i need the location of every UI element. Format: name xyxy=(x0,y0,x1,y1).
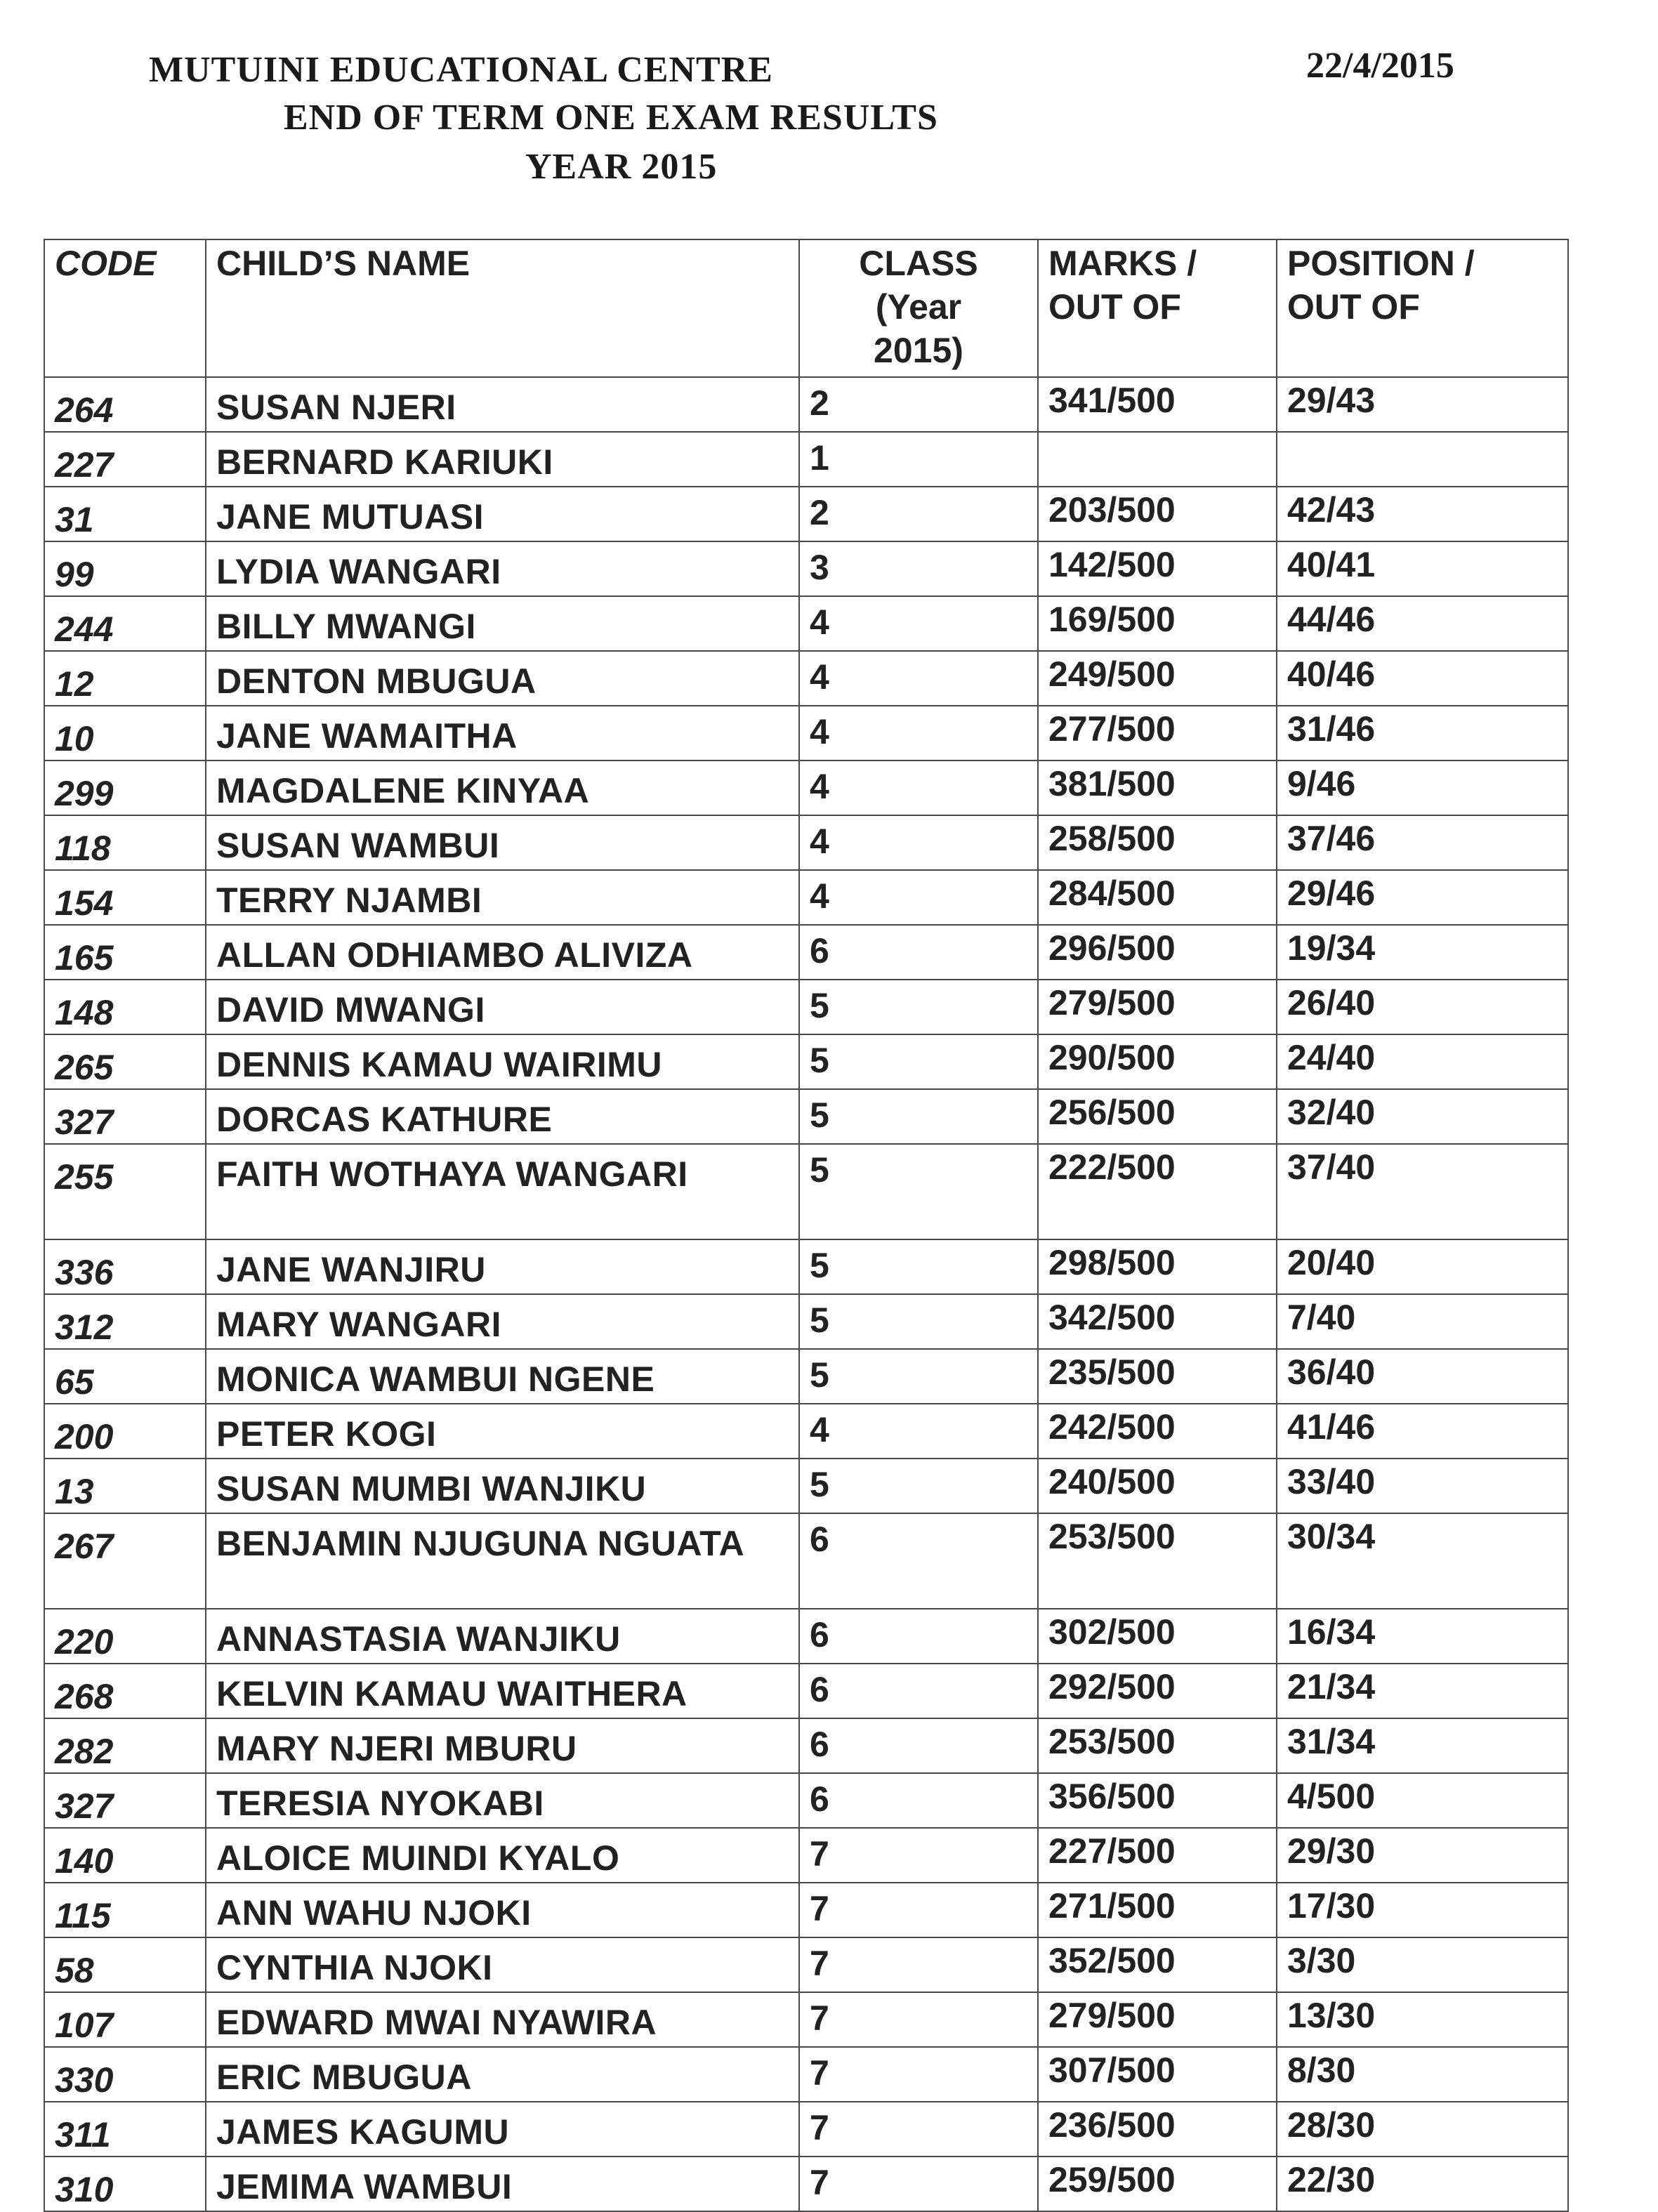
cell-code: 327 xyxy=(44,1773,206,1828)
exam-year: YEAR 2015 xyxy=(525,147,718,187)
cell-position: 19/34 xyxy=(1277,925,1568,980)
cell-position: 31/34 xyxy=(1277,1718,1568,1773)
cell-child-name: BERNARD KARIUKI xyxy=(206,432,799,487)
table-row xyxy=(44,432,1568,487)
cell-child-name: DAVID MWANGI xyxy=(206,980,799,1034)
cell-position: 29/43 xyxy=(1277,377,1568,432)
cell-class: 6 xyxy=(799,1773,1038,1828)
cell-code: 267 xyxy=(44,1513,206,1609)
cell-code: 244 xyxy=(44,596,206,651)
table-row xyxy=(44,1294,1568,1349)
cell-marks: 381/500 xyxy=(1038,761,1277,815)
cell-child-name: ERIC MBUGUA xyxy=(206,2047,799,2102)
cell-marks: 253/500 xyxy=(1038,1718,1277,1773)
cell-marks: 290/500 xyxy=(1038,1034,1277,1089)
table-row xyxy=(44,1773,1568,1828)
cell-marks: 240/500 xyxy=(1038,1459,1277,1513)
column-header-class-line: CLASS xyxy=(859,244,978,283)
cell-marks: 296/500 xyxy=(1038,925,1277,980)
table-row xyxy=(44,1404,1568,1459)
cell-class: 5 xyxy=(799,1144,1038,1239)
cell-child-name: ANNASTASIA WANJIKU xyxy=(206,1609,799,1664)
cell-marks: 341/500 xyxy=(1038,377,1277,432)
cell-position: 37/40 xyxy=(1277,1144,1568,1239)
table-row xyxy=(44,1828,1568,1883)
table-row xyxy=(44,377,1568,432)
cell-code: 227 xyxy=(44,432,206,487)
cell-marks: 253/500 xyxy=(1038,1513,1277,1609)
table-row xyxy=(44,1459,1568,1513)
cell-position: 41/46 xyxy=(1277,1404,1568,1459)
cell-marks: 342/500 xyxy=(1038,1294,1277,1349)
cell-child-name: CYNTHIA NJOKI xyxy=(206,1937,799,1992)
table-row xyxy=(44,596,1568,651)
cell-child-name: DENNIS KAMAU WAIRIMU xyxy=(206,1034,799,1089)
cell-marks: 284/500 xyxy=(1038,870,1277,925)
table-row xyxy=(44,1349,1568,1404)
cell-code: 13 xyxy=(44,1459,206,1513)
cell-class: 4 xyxy=(799,651,1038,706)
cell-code: 200 xyxy=(44,1404,206,1459)
cell-child-name: MAGDALENE KINYAA xyxy=(206,761,799,815)
cell-class: 5 xyxy=(799,1459,1038,1513)
table-row xyxy=(44,2047,1568,2102)
cell-marks: 279/500 xyxy=(1038,1992,1277,2047)
header-row xyxy=(44,239,1568,377)
table-row xyxy=(44,1144,1568,1239)
column-header-class-line: 2015) xyxy=(874,331,963,370)
document-date: 22/4/2015 xyxy=(1306,46,1454,86)
cell-position: 36/40 xyxy=(1277,1349,1568,1404)
table-row xyxy=(44,1937,1568,1992)
cell-child-name: MARY WANGARI xyxy=(206,1294,799,1349)
cell-child-name: FAITH WOTHAYA WANGARI xyxy=(206,1144,799,1239)
cell-marks: 249/500 xyxy=(1038,651,1277,706)
cell-code: 140 xyxy=(44,1828,206,1883)
cell-code: 10 xyxy=(44,706,206,761)
cell-class: 5 xyxy=(799,1349,1038,1404)
cell-position: 7/40 xyxy=(1277,1294,1568,1349)
cell-marks: 356/500 xyxy=(1038,1773,1277,1828)
cell-code: 107 xyxy=(44,1992,206,2047)
cell-class: 2 xyxy=(799,377,1038,432)
cell-class: 5 xyxy=(799,1089,1038,1144)
cell-marks: 352/500 xyxy=(1038,1937,1277,1992)
cell-child-name: ANN WAHU NJOKI xyxy=(206,1883,799,1937)
cell-marks: 236/500 xyxy=(1038,2102,1277,2157)
cell-position: 37/46 xyxy=(1277,815,1568,870)
cell-marks: 292/500 xyxy=(1038,1664,1277,1718)
cell-code: 311 xyxy=(44,2102,206,2157)
cell-marks: 307/500 xyxy=(1038,2047,1277,2102)
cell-position: 26/40 xyxy=(1277,980,1568,1034)
cell-class: 6 xyxy=(799,1664,1038,1718)
cell-class: 4 xyxy=(799,870,1038,925)
table-row xyxy=(44,487,1568,541)
cell-code: 255 xyxy=(44,1144,206,1239)
cell-code: 312 xyxy=(44,1294,206,1349)
table-row xyxy=(44,815,1568,870)
cell-code: 268 xyxy=(44,1664,206,1718)
cell-marks: 302/500 xyxy=(1038,1609,1277,1664)
table-row xyxy=(44,761,1568,815)
cell-marks: 279/500 xyxy=(1038,980,1277,1034)
cell-class: 5 xyxy=(799,1034,1038,1089)
cell-code: 264 xyxy=(44,377,206,432)
document-header xyxy=(0,0,1658,211)
cell-child-name: ALLAN ODHIAMBO ALIVIZA xyxy=(206,925,799,980)
column-header-position xyxy=(1277,239,1568,377)
cell-child-name: TERESIA NYOKABI xyxy=(206,1773,799,1828)
table-row xyxy=(44,870,1568,925)
cell-marks: 203/500 xyxy=(1038,487,1277,541)
cell-child-name: ALOICE MUINDI KYALO xyxy=(206,1828,799,1883)
table-row xyxy=(44,925,1568,980)
column-header-marks xyxy=(1038,239,1277,377)
cell-class: 7 xyxy=(799,2102,1038,2157)
column-header-name: CHILD’S NAME xyxy=(206,239,799,377)
cell-code: 165 xyxy=(44,925,206,980)
cell-class: 5 xyxy=(799,1239,1038,1294)
cell-marks: 256/500 xyxy=(1038,1089,1277,1144)
cell-marks: 227/500 xyxy=(1038,1828,1277,1883)
cell-code: 299 xyxy=(44,761,206,815)
table-row xyxy=(44,1664,1568,1718)
cell-child-name: DORCAS KATHURE xyxy=(206,1089,799,1144)
cell-code: 330 xyxy=(44,2047,206,2102)
cell-position: 29/46 xyxy=(1277,870,1568,925)
cell-marks: 222/500 xyxy=(1038,1144,1277,1239)
cell-position: 22/30 xyxy=(1277,2157,1568,2211)
cell-code: 31 xyxy=(44,487,206,541)
table-row xyxy=(44,1883,1568,1937)
column-header-marks-line: OUT OF xyxy=(1048,287,1181,327)
cell-class: 7 xyxy=(799,2047,1038,2102)
cell-position: 8/30 xyxy=(1277,2047,1568,2102)
cell-child-name: PETER KOGI xyxy=(206,1404,799,1459)
cell-position: 13/30 xyxy=(1277,1992,1568,2047)
cell-marks: 259/500 xyxy=(1038,2157,1277,2211)
cell-child-name: EDWARD MWAI NYAWIRA xyxy=(206,1992,799,2047)
cell-class: 5 xyxy=(799,980,1038,1034)
cell-class: 7 xyxy=(799,1992,1038,2047)
cell-child-name: JANE MUTUASI xyxy=(206,487,799,541)
cell-position xyxy=(1277,432,1568,487)
cell-child-name: KELVIN KAMAU WAITHERA xyxy=(206,1664,799,1718)
cell-child-name: SUSAN WAMBUI xyxy=(206,815,799,870)
cell-position: 16/34 xyxy=(1277,1609,1568,1664)
cell-child-name: SUSAN MUMBI WANJIKU xyxy=(206,1459,799,1513)
cell-class: 4 xyxy=(799,761,1038,815)
cell-class: 4 xyxy=(799,596,1038,651)
cell-child-name: BENJAMIN NJUGUNA NGUATA xyxy=(206,1513,799,1609)
results-body xyxy=(44,377,1568,2211)
cell-code: 310 xyxy=(44,2157,206,2211)
cell-marks: 298/500 xyxy=(1038,1239,1277,1294)
table-row xyxy=(44,1239,1568,1294)
cell-class: 6 xyxy=(799,1609,1038,1664)
cell-child-name: DENTON MBUGUA xyxy=(206,651,799,706)
cell-position: 29/30 xyxy=(1277,1828,1568,1883)
cell-position: 44/46 xyxy=(1277,596,1568,651)
cell-marks: 258/500 xyxy=(1038,815,1277,870)
cell-marks: 169/500 xyxy=(1038,596,1277,651)
cell-child-name: JAMES KAGUMU xyxy=(206,2102,799,2157)
cell-child-name: MARY NJERI MBURU xyxy=(206,1718,799,1773)
cell-class: 3 xyxy=(799,541,1038,596)
cell-code: 220 xyxy=(44,1609,206,1664)
cell-code: 336 xyxy=(44,1239,206,1294)
table-row xyxy=(44,2157,1568,2211)
column-header-code: CODE xyxy=(44,239,206,377)
cell-code: 327 xyxy=(44,1089,206,1144)
column-header-position-line: POSITION / xyxy=(1287,244,1475,283)
table-row xyxy=(44,1034,1568,1089)
cell-position: 28/30 xyxy=(1277,2102,1568,2157)
cell-child-name: LYDIA WANGARI xyxy=(206,541,799,596)
cell-class: 2 xyxy=(799,487,1038,541)
cell-child-name: MONICA WAMBUI NGENE xyxy=(206,1349,799,1404)
table-row xyxy=(44,651,1568,706)
cell-class: 4 xyxy=(799,815,1038,870)
cell-marks: 242/500 xyxy=(1038,1404,1277,1459)
column-header-class xyxy=(799,239,1038,377)
cell-position: 32/40 xyxy=(1277,1089,1568,1144)
cell-position: 17/30 xyxy=(1277,1883,1568,1937)
cell-class: 4 xyxy=(799,706,1038,761)
cell-marks xyxy=(1038,432,1277,487)
table-row xyxy=(44,1718,1568,1773)
cell-class: 7 xyxy=(799,2157,1038,2211)
cell-position: 9/46 xyxy=(1277,761,1568,815)
cell-class: 7 xyxy=(799,1828,1038,1883)
table-row xyxy=(44,1513,1568,1609)
column-header-class-line: (Year xyxy=(875,287,962,327)
cell-code: 58 xyxy=(44,1937,206,1992)
cell-position: 33/40 xyxy=(1277,1459,1568,1513)
cell-code: 154 xyxy=(44,870,206,925)
cell-class: 6 xyxy=(799,925,1038,980)
cell-marks: 277/500 xyxy=(1038,706,1277,761)
cell-position: 21/34 xyxy=(1277,1664,1568,1718)
table-row xyxy=(44,2102,1568,2157)
cell-position: 30/34 xyxy=(1277,1513,1568,1609)
results-table xyxy=(44,239,1569,2212)
cell-code: 118 xyxy=(44,815,206,870)
cell-child-name: JANE WAMAITHA xyxy=(206,706,799,761)
cell-child-name: TERRY NJAMBI xyxy=(206,870,799,925)
table-row xyxy=(44,541,1568,596)
cell-code: 265 xyxy=(44,1034,206,1089)
cell-position: 20/40 xyxy=(1277,1239,1568,1294)
cell-code: 115 xyxy=(44,1883,206,1937)
cell-class: 6 xyxy=(799,1718,1038,1773)
cell-position: 40/41 xyxy=(1277,541,1568,596)
cell-position: 24/40 xyxy=(1277,1034,1568,1089)
cell-position: 4/500 xyxy=(1277,1773,1568,1828)
table-row xyxy=(44,706,1568,761)
cell-class: 6 xyxy=(799,1513,1038,1609)
cell-code: 65 xyxy=(44,1349,206,1404)
cell-position: 42/43 xyxy=(1277,487,1568,541)
cell-marks: 235/500 xyxy=(1038,1349,1277,1404)
cell-code: 282 xyxy=(44,1718,206,1773)
exam-title: END OF TERM ONE EXAM RESULTS xyxy=(284,98,938,138)
school-name: MUTUINI EDUCATIONAL CENTRE xyxy=(149,50,773,90)
cell-class: 5 xyxy=(799,1294,1038,1349)
cell-child-name: BILLY MWANGI xyxy=(206,596,799,651)
cell-position: 40/46 xyxy=(1277,651,1568,706)
cell-class: 4 xyxy=(799,1404,1038,1459)
table-row xyxy=(44,1609,1568,1664)
cell-marks: 142/500 xyxy=(1038,541,1277,596)
cell-code: 12 xyxy=(44,651,206,706)
cell-class: 1 xyxy=(799,432,1038,487)
cell-code: 148 xyxy=(44,980,206,1034)
cell-position: 3/30 xyxy=(1277,1937,1568,1992)
column-header-position-line: OUT OF xyxy=(1287,287,1420,327)
cell-position: 31/46 xyxy=(1277,706,1568,761)
cell-child-name: SUSAN NJERI xyxy=(206,377,799,432)
cell-marks: 271/500 xyxy=(1038,1883,1277,1937)
cell-child-name: JANE WANJIRU xyxy=(206,1239,799,1294)
cell-class: 7 xyxy=(799,1937,1038,1992)
cell-code: 99 xyxy=(44,541,206,596)
cell-child-name: JEMIMA WAMBUI xyxy=(206,2157,799,2211)
cell-class: 7 xyxy=(799,1883,1038,1937)
table-row xyxy=(44,1992,1568,2047)
table-row xyxy=(44,980,1568,1034)
column-header-marks-line: MARKS / xyxy=(1048,244,1197,283)
table-row xyxy=(44,1089,1568,1144)
